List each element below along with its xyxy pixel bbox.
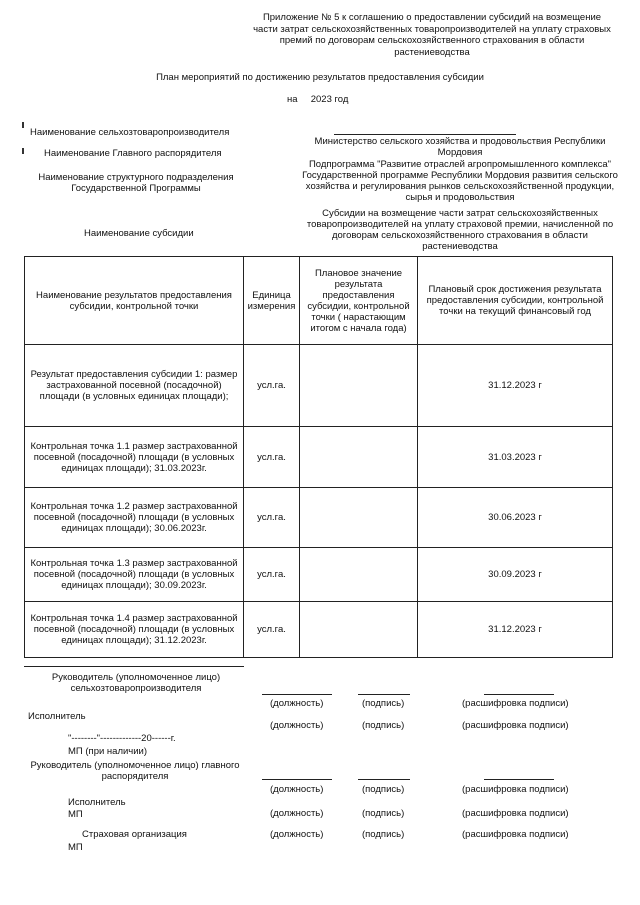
table-header-row [25, 257, 613, 345]
field-label-division: Наименование структурного подразделения Государственной Программы [38, 172, 234, 194]
signature-caption: (подпись) [362, 720, 405, 731]
decoding-caption: (расшифровка подписи) [462, 720, 569, 731]
position-caption: (должность) [270, 720, 324, 731]
header-plan-date: Плановый срок достижения результата предоставления субсидии, контрольной точки на текущий финансовый год [418, 257, 613, 345]
field-value-main-manager: Министерство сельского хозяйства и продовольствия Республики Мордовия [314, 136, 606, 158]
row-name: Результат предоставления субсидии 1: размер застрахованной посевной (посадочной) площади (в условных единицах площади); [25, 345, 244, 427]
sig-line [484, 779, 554, 780]
header-results: Наименование результатов предоставления субсидии, контрольной точки [25, 257, 244, 345]
sig-line [262, 779, 332, 780]
signature-caption: (подпись) [362, 808, 405, 819]
insurer-label: Страховая организация [82, 829, 187, 840]
row-unit: усл.га. [244, 548, 300, 602]
position-caption: (должность) [270, 784, 324, 795]
row-value [300, 488, 418, 548]
mp-if-any: МП (при наличии) [68, 746, 148, 757]
appendix-note: Приложение № 5 к соглашению о предоставлении субсидий на возмещение части затрат сельскохозяйственных товаропроизводителей на уплату страховых премий по договорам сельскохозяйственного страхования в области растениеводства [253, 12, 611, 58]
sig-line [358, 779, 410, 780]
row-value [300, 345, 418, 427]
row-name: Контрольная точка 1.3 размер застрахованной посевной (посадочной) площади (в условных единицах площади); 30.09.2023г. [25, 548, 244, 602]
row-name: Контрольная точка 1.2 размер застрахованной посевной (посадочной) площади (в условных единицах площади); 30.06.2023г. [25, 488, 244, 548]
decoding-caption: (расшифровка подписи) [462, 829, 569, 840]
table-row [25, 548, 613, 602]
row-name: Контрольная точка 1.1 размер застрахованной посевной (посадочной) площади (в условных единицах площади); 31.03.2023г. [25, 427, 244, 488]
field-label-subsidy: Наименование субсидии [84, 228, 194, 239]
sig-line [358, 694, 410, 695]
position-caption: (должность) [270, 698, 324, 709]
table-row [25, 602, 613, 658]
row-date: 31.12.2023 г [418, 345, 613, 427]
table-row [25, 488, 613, 548]
position-caption: (должность) [270, 829, 324, 840]
decoding-caption: (расшифровка подписи) [462, 784, 569, 795]
date-line: "--------"-------------20------г. [68, 733, 176, 744]
row-unit: усл.га. [244, 488, 300, 548]
signature-caption: (подпись) [362, 784, 405, 795]
plan-title: План мероприятий по достижению результатов предоставления субсидии [156, 72, 484, 83]
producer-name-line [24, 666, 244, 667]
margin-mark [22, 122, 24, 128]
row-value [300, 602, 418, 658]
signature-caption: (подпись) [362, 829, 405, 840]
head-label: Руководитель (уполномоченное лицо) сельхозтоваропроизводителя [51, 672, 221, 694]
decoding-caption: (расшифровка подписи) [462, 808, 569, 819]
table-row [25, 427, 613, 488]
row-date: 30.09.2023 г [418, 548, 613, 602]
sig-line [262, 694, 332, 695]
row-unit: усл.га. [244, 427, 300, 488]
executor2-label: Исполнитель [68, 797, 126, 808]
results-table [24, 256, 613, 658]
header-unit: Единица измерения [244, 257, 300, 345]
year-line: на 2023 год [287, 94, 349, 105]
producer-value-line [334, 134, 516, 135]
decoding-caption: (расшифровка подписи) [462, 698, 569, 709]
position-caption: (должность) [270, 808, 324, 819]
margin-mark [22, 148, 24, 154]
row-date: 31.03.2023 г [418, 427, 613, 488]
header-plan-value: Плановое значение результата предоставления субсидии, контрольной точки ( нарастающим итогом с начала года) [300, 257, 418, 345]
field-value-division: Подпрограмма "Развитие отраслей агропромышленного комплекса" Государственной программе Республики Мордовия развития сельского хозяйства и регулирования рынков сельскохозяйственной продукции, сырья и продовольствия [302, 159, 618, 203]
signature-caption: (подпись) [362, 698, 405, 709]
row-unit: усл.га. [244, 602, 300, 658]
table-row [25, 345, 613, 427]
row-value [300, 427, 418, 488]
field-value-subsidy: Субсидии на возмещение части затрат сельскохозяйственных товаропроизводителей на уплату страховой премии, начисленной по договорам сельскохозяйственного страхования в области растениеводства [306, 208, 614, 252]
field-label-producer: Наименование сельхозтоваропроизводителя [30, 127, 230, 138]
mp2-label: МП [68, 842, 83, 853]
row-value [300, 548, 418, 602]
field-label-main-manager: Наименование Главного распорядителя [44, 148, 222, 159]
main-manager-label: Руководитель (уполномоченное лицо) главного распорядителя [30, 760, 240, 782]
mp-label: МП [68, 809, 83, 820]
sig-line [484, 694, 554, 695]
row-date: 31.12.2023 г [418, 602, 613, 658]
executor-label: Исполнитель [28, 711, 86, 722]
row-unit: усл.га. [244, 345, 300, 427]
row-date: 30.06.2023 г [418, 488, 613, 548]
row-name: Контрольная точка 1.4 размер застрахованной посевной (посадочной) площади (в условных единицах площади); 31.12.2023г. [25, 602, 244, 658]
